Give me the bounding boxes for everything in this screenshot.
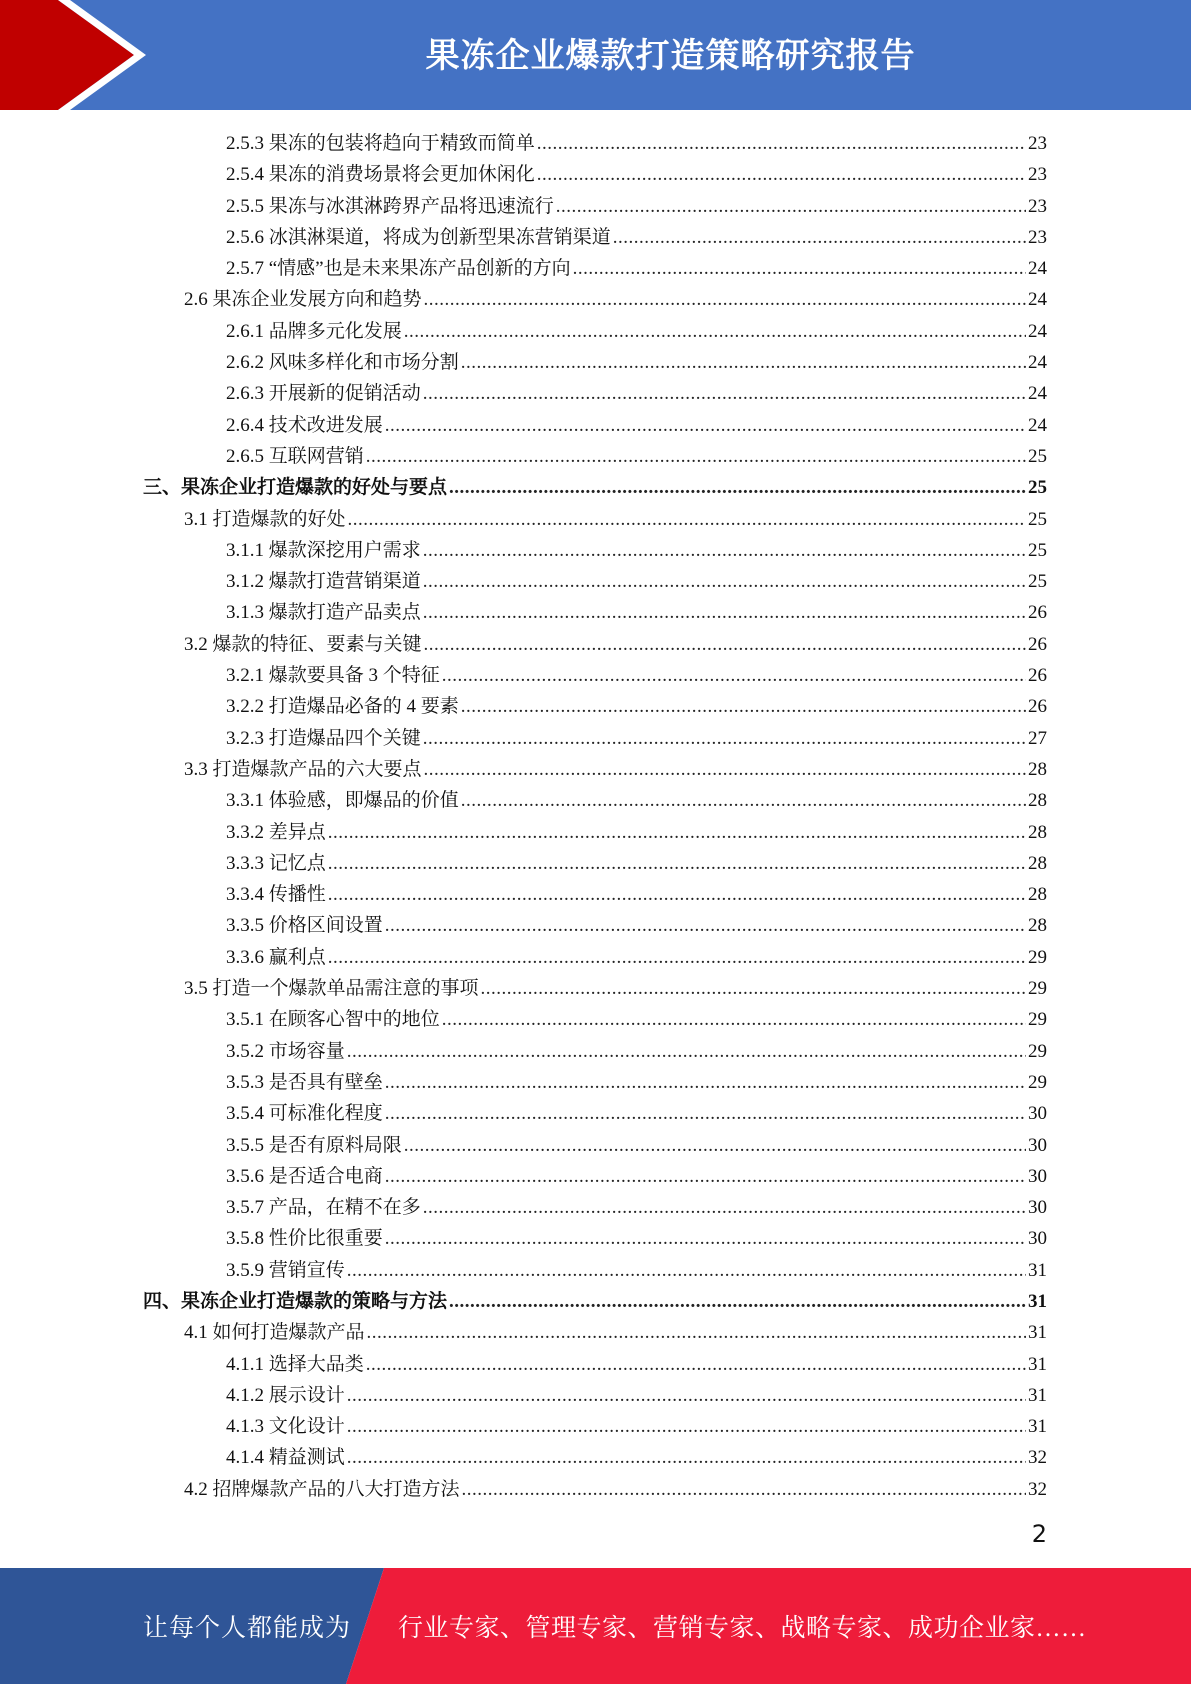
toc-entry[interactable] — [0, 191, 1191, 222]
toc-entry-label: 3.5.6 是否适合电商 — [226, 1165, 383, 1187]
toc-entry-page: 25 — [1028, 477, 1047, 499]
toc-entry-page: 32 — [1028, 1478, 1047, 1500]
toc-dot-leader — [537, 159, 1026, 190]
toc-entry-page: 31 — [1028, 1384, 1047, 1406]
page-number: 2 — [1031, 1520, 1047, 1548]
toc-entry[interactable] — [0, 879, 1191, 910]
toc-dot-leader — [442, 1004, 1026, 1035]
toc-dot-leader — [348, 504, 1026, 535]
toc-entry[interactable] — [0, 1067, 1191, 1098]
toc-dot-leader — [424, 284, 1026, 315]
toc-dot-leader — [442, 660, 1026, 691]
toc-entry-page: 23 — [1028, 226, 1047, 248]
toc-entry[interactable] — [0, 1380, 1191, 1411]
toc-entry-page: 25 — [1028, 508, 1047, 530]
toc-dot-leader — [347, 1411, 1026, 1442]
toc-entry[interactable] — [0, 410, 1191, 441]
toc-entry[interactable] — [0, 629, 1191, 660]
toc-entry-page: 24 — [1028, 383, 1047, 405]
toc-entry[interactable] — [0, 378, 1191, 409]
toc-dot-leader — [423, 535, 1026, 566]
toc-entry[interactable] — [0, 535, 1191, 566]
toc-entry-page: 24 — [1028, 320, 1047, 342]
toc-entry-label: 3.5.1 在顾客心智中的地位 — [226, 1009, 440, 1031]
toc-entry[interactable] — [0, 1098, 1191, 1129]
toc-entry[interactable] — [0, 1255, 1191, 1286]
toc-entry[interactable] — [0, 316, 1191, 347]
toc-dot-leader — [328, 817, 1026, 848]
toc-dot-leader — [461, 347, 1026, 378]
toc-entry-page: 26 — [1028, 602, 1047, 624]
footer-slogan-right: 行业专家、管理专家、营销专家、战略专家、成功企业家…… — [398, 1615, 1087, 1642]
toc-entry-page: 24 — [1028, 352, 1047, 374]
toc-entry-label: 3.5.5 是否有原料局限 — [226, 1134, 402, 1156]
toc-entry-label: 3.5 打造一个爆款单品需注意的事项 — [184, 978, 479, 1000]
toc-entry-label: 3.5.8 性价比很重要 — [226, 1228, 383, 1250]
toc-entry-label: 3.3 打造爆款产品的六大要点 — [184, 758, 422, 780]
toc-entry-label: 2.6.2 风味多样化和市场分割 — [226, 352, 459, 374]
toc-entry[interactable] — [0, 1036, 1191, 1067]
toc-entry-label: 2.6.1 品牌多元化发展 — [226, 320, 402, 342]
toc-entry-label: 2.5.6 冰淇淋渠道，将成为创新型果冻营销渠道 — [226, 226, 611, 248]
toc-entry-label: 2.5.3 果冻的包装将趋向于精致而简单 — [226, 133, 535, 154]
toc-entry-label: 2.6 果冻企业发展方向和趋势 — [184, 289, 422, 311]
toc-entry[interactable] — [0, 1286, 1191, 1317]
toc-dot-leader — [423, 378, 1026, 409]
toc-entry[interactable] — [0, 723, 1191, 754]
toc-entry-label: 2.5.5 果冻与冰淇淋跨界产品将迅速流行 — [226, 195, 554, 217]
toc-entry-label: 4.1.2 展示设计 — [226, 1384, 345, 1406]
toc-dot-leader — [404, 316, 1026, 347]
toc-entry-label: 3.1 打造爆款的好处 — [184, 508, 346, 530]
toc-entry-label: 3.3.1 体验感，即爆品的价值 — [226, 790, 459, 812]
toc-dot-leader — [385, 1067, 1026, 1098]
toc-entry-page: 26 — [1028, 696, 1047, 718]
toc-dot-leader — [573, 253, 1026, 284]
toc-dot-leader — [328, 879, 1026, 910]
toc-entry[interactable] — [0, 1474, 1191, 1505]
toc-entry-label: 3.1.2 爆款打造营销渠道 — [226, 571, 421, 593]
toc-entry-page: 30 — [1028, 1134, 1047, 1156]
toc-entry-label: 2.6.3 开展新的促销活动 — [226, 383, 421, 405]
toc-entry[interactable] — [0, 597, 1191, 628]
toc-dot-leader — [423, 1192, 1026, 1223]
toc-entry[interactable] — [0, 472, 1191, 503]
toc-entry[interactable] — [0, 1192, 1191, 1223]
toc-dot-leader — [347, 1380, 1026, 1411]
toc-entry-label: 3.5.4 可标准化程度 — [226, 1103, 383, 1125]
toc-entry-page: 26 — [1028, 633, 1047, 655]
toc-entry-page: 24 — [1028, 258, 1047, 280]
report-title: 果冻企业爆款打造策略研究报告 — [425, 36, 916, 76]
toc-dot-leader — [404, 1130, 1026, 1161]
toc-dot-leader — [461, 691, 1026, 722]
toc-entry-page: 24 — [1028, 289, 1047, 311]
toc-entry-page: 29 — [1028, 1071, 1047, 1093]
toc-entry[interactable] — [0, 504, 1191, 535]
toc-dot-leader — [449, 472, 1026, 503]
toc-entry-page: 27 — [1028, 727, 1047, 749]
toc-entry-page: 25 — [1028, 571, 1047, 593]
toc-entry[interactable] — [0, 1004, 1191, 1035]
toc-entry-page: 28 — [1028, 790, 1047, 812]
toc-dot-leader — [537, 128, 1026, 159]
chevron-arrow-icon — [0, 0, 160, 110]
toc-entry-page: 23 — [1028, 133, 1047, 154]
toc-entry-label: 4.1.3 文化设计 — [226, 1416, 345, 1438]
toc-dot-leader — [385, 1098, 1026, 1129]
toc-entry-page: 30 — [1028, 1103, 1047, 1125]
toc-entry-page: 28 — [1028, 758, 1047, 780]
toc-dot-leader — [328, 848, 1026, 879]
toc-entry[interactable] — [0, 159, 1191, 190]
toc-entry[interactable] — [0, 1161, 1191, 1192]
toc-dot-leader — [385, 410, 1026, 441]
toc-entry-page: 29 — [1028, 1009, 1047, 1031]
toc-dot-leader — [347, 1442, 1026, 1473]
report-header — [0, 0, 1191, 110]
toc-entry-page: 29 — [1028, 978, 1047, 1000]
toc-dot-leader — [385, 1161, 1026, 1192]
toc-entry[interactable] — [0, 347, 1191, 378]
toc-entry[interactable] — [0, 1411, 1191, 1442]
toc-entry[interactable] — [0, 754, 1191, 785]
toc-entry-label: 3.3.3 记忆点 — [226, 852, 326, 874]
toc-dot-leader — [424, 754, 1026, 785]
toc-entry-label: 3.5.7 产品，在精不在多 — [226, 1197, 421, 1219]
toc-entry-label: 4.1 如何打造爆款产品 — [184, 1322, 365, 1344]
toc-dot-leader — [347, 1036, 1026, 1067]
toc-entry-label: 3.2.2 打造爆品必备的 4 要素 — [226, 696, 459, 718]
toc-entry[interactable] — [0, 284, 1191, 315]
toc-entry-label: 3.5.2 市场容量 — [226, 1040, 345, 1062]
toc-entry[interactable] — [0, 1442, 1191, 1473]
table-of-contents — [0, 128, 1191, 1505]
toc-dot-leader — [423, 723, 1026, 754]
toc-entry[interactable] — [0, 910, 1191, 941]
toc-dot-leader — [424, 629, 1026, 660]
toc-dot-leader — [449, 1286, 1026, 1317]
toc-entry-label: 2.6.4 技术改进发展 — [226, 414, 383, 436]
toc-dot-leader — [328, 942, 1026, 973]
toc-entry[interactable] — [0, 660, 1191, 691]
toc-entry-label: 3.5.3 是否具有壁垒 — [226, 1071, 383, 1093]
toc-dot-leader — [385, 1223, 1026, 1254]
toc-entry-label: 3.1.3 爆款打造产品卖点 — [226, 602, 421, 624]
toc-entry-page: 23 — [1028, 195, 1047, 217]
footer-slogan-left: 让每个人都能成为 — [143, 1615, 352, 1642]
toc-entry-page: 28 — [1028, 821, 1047, 843]
toc-dot-leader — [423, 597, 1026, 628]
toc-entry-page: 31 — [1028, 1259, 1047, 1281]
toc-dot-leader — [461, 785, 1026, 816]
toc-dot-leader — [385, 910, 1026, 941]
toc-dot-leader — [613, 222, 1026, 253]
toc-entry[interactable] — [0, 1349, 1191, 1380]
toc-entry-label: 3.2.1 爆款要具备 3 个特征 — [226, 665, 440, 687]
toc-entry[interactable] — [0, 1317, 1191, 1348]
toc-entry[interactable] — [0, 1130, 1191, 1161]
toc-entry[interactable] — [0, 691, 1191, 722]
toc-entry-page: 28 — [1028, 884, 1047, 906]
toc-entry-page: 30 — [1028, 1165, 1047, 1187]
toc-entry-label: 四、果冻企业打造爆款的策略与方法 — [143, 1290, 448, 1312]
toc-entry-page: 31 — [1028, 1290, 1047, 1312]
toc-entry-label: 3.3.4 传播性 — [226, 884, 326, 906]
toc-entry-label: 3.2.3 打造爆品四个关键 — [226, 727, 421, 749]
toc-dot-leader — [556, 191, 1026, 222]
toc-entry-label: 3.5.9 营销宣传 — [226, 1259, 345, 1281]
toc-entry-page: 30 — [1028, 1228, 1047, 1250]
toc-entry[interactable] — [0, 785, 1191, 816]
toc-entry-label: 4.1.1 选择大品类 — [226, 1353, 364, 1375]
toc-entry[interactable] — [0, 817, 1191, 848]
toc-entry-page: 28 — [1028, 852, 1047, 874]
toc-entry-page: 25 — [1028, 445, 1047, 467]
toc-dot-leader — [366, 1349, 1026, 1380]
toc-entry[interactable] — [0, 441, 1191, 472]
toc-entry-page: 30 — [1028, 1197, 1047, 1219]
toc-entry-page: 31 — [1028, 1353, 1047, 1375]
toc-entry-label: 3.2 爆款的特征、要素与关键 — [184, 633, 422, 655]
toc-dot-leader — [462, 1474, 1026, 1505]
toc-entry[interactable] — [0, 566, 1191, 597]
toc-entry-label: 3.3.5 价格区间设置 — [226, 915, 383, 937]
toc-entry[interactable] — [0, 253, 1191, 284]
toc-entry-label: 2.6.5 互联网营销 — [226, 445, 364, 467]
toc-entry-label: 2.5.4 果冻的消费场景将会更加休闲化 — [226, 164, 535, 186]
toc-entry-page: 31 — [1028, 1416, 1047, 1438]
toc-dot-leader — [366, 441, 1026, 472]
toc-entry[interactable] — [0, 222, 1191, 253]
toc-dot-leader — [423, 566, 1026, 597]
toc-entry[interactable] — [0, 973, 1191, 1004]
toc-entry-page: 25 — [1028, 539, 1047, 561]
toc-entry-label: 三、果冻企业打造爆款的好处与要点 — [143, 477, 448, 499]
toc-entry-page: 29 — [1028, 946, 1047, 968]
toc-entry[interactable] — [0, 128, 1191, 159]
toc-entry-page: 32 — [1028, 1447, 1047, 1469]
toc-entry-label: 3.3.6 赢利点 — [226, 946, 326, 968]
toc-entry[interactable] — [0, 942, 1191, 973]
toc-entry-label: 4.1.4 精益测试 — [226, 1447, 345, 1469]
toc-dot-leader — [481, 973, 1026, 1004]
footer-banner — [0, 1568, 1191, 1684]
toc-entry-label: 2.5.7 “情感”也是未来果冻产品创新的方向 — [226, 258, 571, 280]
toc-entry-label: 4.2 招牌爆款产品的八大打造方法 — [184, 1478, 460, 1500]
toc-entry-page: 24 — [1028, 414, 1047, 436]
toc-entry-label: 3.1.1 爆款深挖用户需求 — [226, 539, 421, 561]
toc-dot-leader — [347, 1255, 1026, 1286]
toc-entry-page: 28 — [1028, 915, 1047, 937]
toc-dot-leader — [367, 1317, 1026, 1348]
toc-entry[interactable] — [0, 848, 1191, 879]
toc-entry[interactable] — [0, 1223, 1191, 1254]
toc-entry-page: 26 — [1028, 665, 1047, 687]
toc-entry-page: 31 — [1028, 1322, 1047, 1344]
toc-entry-page: 29 — [1028, 1040, 1047, 1062]
toc-entry-page: 23 — [1028, 164, 1047, 186]
toc-entry-label: 3.3.2 差异点 — [226, 821, 326, 843]
